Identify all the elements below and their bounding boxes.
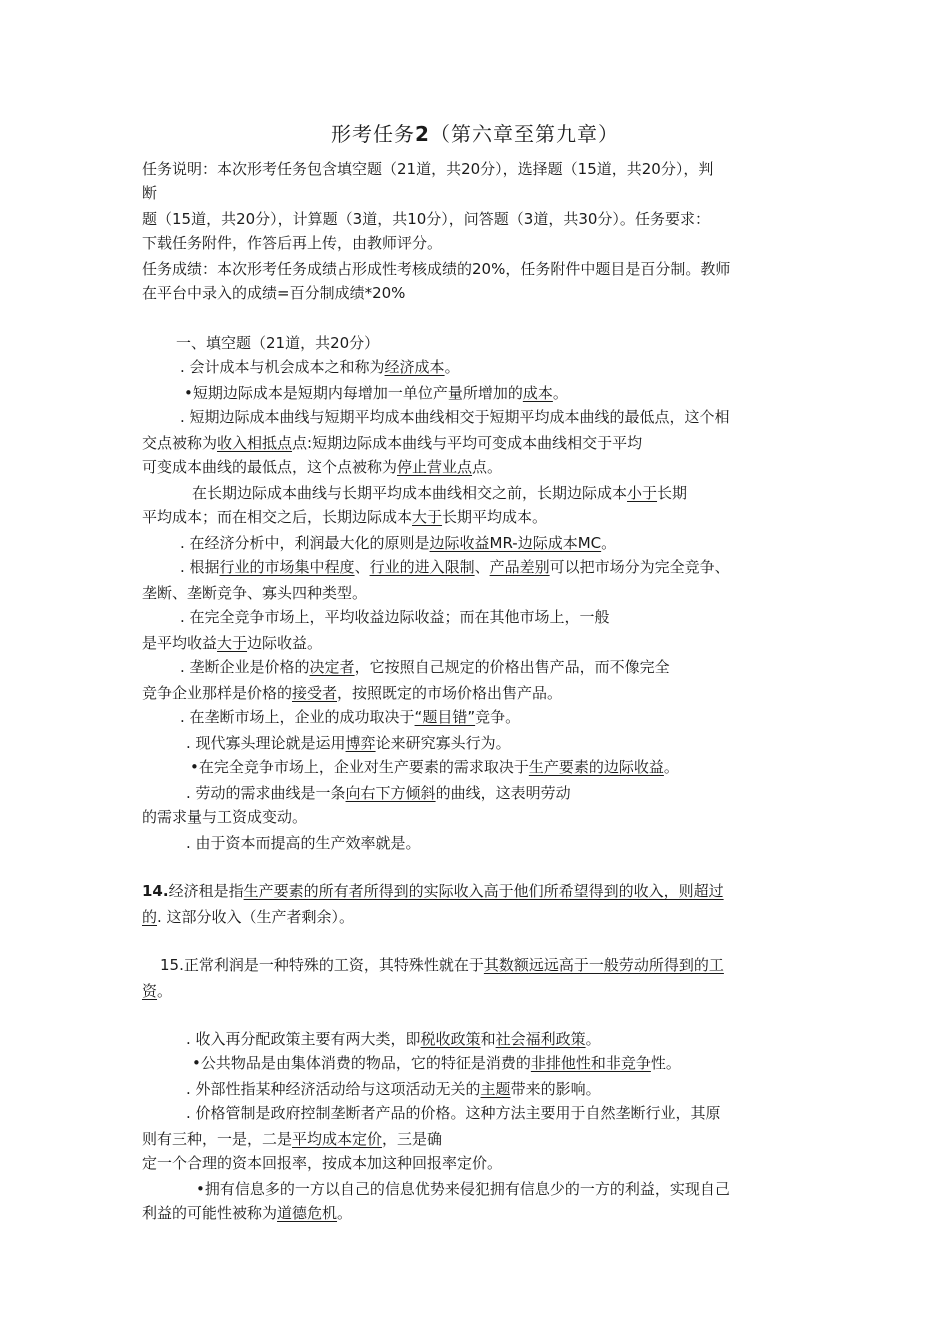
question-3: 交点被称为收入相抵点点:短期边际成本曲线与平均可变成本曲线相交于平均 (142, 434, 643, 452)
question-4: 在长期边际成本曲线与长期平均成本曲线相交之前，长期边际成本小于长期 (192, 484, 688, 502)
question-19: 定一个合理的资本回报率，按成本加这种回报率定价。 (142, 1154, 503, 1172)
question-2: •短期边际成本是短期内每增加一单位产量所增加的成本。 (184, 384, 568, 402)
question-5: . 在经济分析中，利润最大化的原则是边际收益MR-边际成本MC。 (180, 534, 617, 552)
intro-line: 在平台中录入的成绩=百分制成绩*20% (142, 284, 406, 302)
question-12: 的需求量与工资成变动。 (142, 808, 308, 826)
question-14: 14.经济租是指生产要素的所有者所得到的实际收入高于他们所希望得到的收入，则超过 (142, 882, 724, 900)
question-19: 则有三种，一是，二是平均成本定价，三是确 (142, 1130, 443, 1148)
question-11: •在完全竞争市场上，企业对生产要素的需求取决于生产要素的边际收益。 (190, 758, 679, 776)
intro-line: 下载任务附件，作答后再上传，由教师评分。 (142, 234, 443, 252)
question-14: 的. 这部分收入（生产者剩余）。 (142, 908, 355, 926)
question-9: . 在垄断市场上，企业的成功取决于“题目错”竞争。 (180, 708, 521, 726)
intro-line: 任务成绩：本次形考任务成绩占形成性考核成绩的20%，任务附件中题目是百分制。教师 (142, 260, 731, 278)
question-20: •拥有信息多的一方以自己的信息优势来侵犯拥有信息少的一方的利益，实现自己 (196, 1180, 730, 1198)
question-7: 是平均收益大于边际收益。 (142, 634, 323, 652)
question-8: 竞争企业那样是价格的接受者，按照既定的市场价格出售产品。 (142, 684, 563, 702)
question-17: •公共物品是由集体消费的物品，它的特征是消费的非排他性和非竞争性。 (192, 1054, 681, 1072)
intro-line: 题（15道，共20分），计算题（3道，共10分），问答题（3道，共30分）。任务要求： (142, 210, 710, 228)
intro-line: 断 (142, 184, 158, 202)
question-1: . 会计成本与机会成本之和称为经济成本。 (180, 358, 460, 376)
intro-line: 任务说明：本次形考任务包含填空题（21道，共20分），选择题（15道，共20分），判 (142, 160, 714, 178)
question-15: 15.正常利润是一种特殊的工资，其特殊性就在于其数额远远高于一般劳动所得到的工 (160, 956, 724, 974)
question-6: . 根据行业的市场集中程度、行业的进入限制、产品差别可以把市场分为完全竞争、 (180, 558, 730, 576)
question-20: 利益的可能性被称为道德危机。 (142, 1204, 353, 1222)
question-18: . 外部性指某种经济活动给与这项活动无关的主题带来的影响。 (186, 1080, 601, 1098)
question-3: . 短期边际成本曲线与短期平均成本曲线相交于短期平均成本曲线的最低点，这个相 (180, 408, 730, 426)
question-8: . 垄断企业是价格的决定者，它按照自己规定的价格出售产品，而不像完全 (180, 658, 670, 676)
question-7: . 在完全竞争市场上，平均收益边际收益；而在其他市场上，一般 (180, 608, 610, 626)
page-title: 形考任务2（第六章至第九章） (331, 122, 619, 146)
section-heading: 一、填空题（21道，共20分） (176, 334, 380, 352)
question-13: . 由于资本而提高的生产效率就是。 (186, 834, 421, 852)
question-10: . 现代寡头理论就是运用博弈论来研究寡头行为。 (186, 734, 511, 752)
question-19: . 价格管制是政府控制垄断者产品的价格。这种方法主要用于自然垄断行业，其原 (186, 1104, 721, 1122)
question-4: 平均成本；而在相交之后，长期边际成本大于长期平均成本。 (142, 508, 548, 526)
question-15: 资。 (142, 982, 173, 1000)
question-6: 垄断、垄断竞争、寡头四种类型。 (142, 584, 368, 602)
question-12: . 劳动的需求曲线是一条向右下方倾斜的曲线，这表明劳动 (186, 784, 571, 802)
question-3: 可变成本曲线的最低点，这个点被称为停止营业点点。 (142, 458, 503, 476)
question-16: . 收入再分配政策主要有两大类，即税收政策和社会福利政策。 (186, 1030, 601, 1048)
